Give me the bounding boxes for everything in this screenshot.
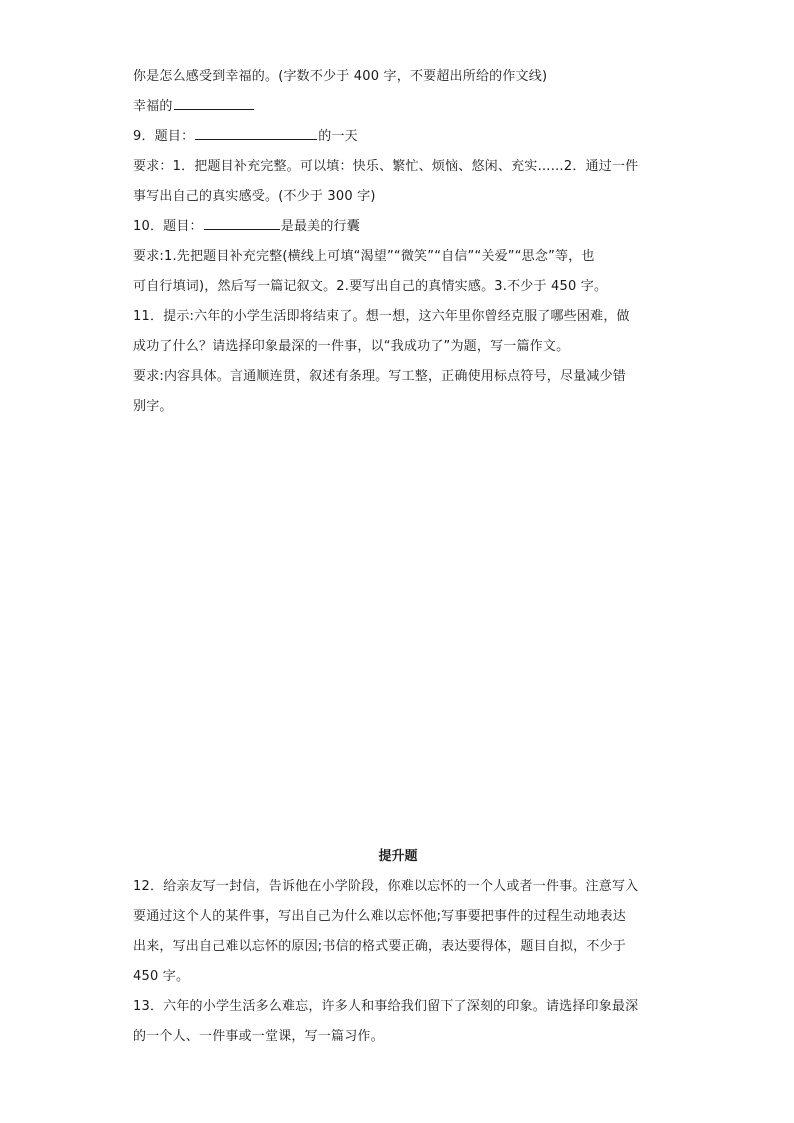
- q11-requirement-line1: 要求:内容具体。言通顺连贯，叙述有条理。写工整，正确使用标点符号，尽量减少错: [133, 369, 626, 384]
- q9-requirement-line1: 要求：1．把题目补充完整。可以填：快乐、繁忙、烦恼、悠闲、充实……2．通过一件: [133, 159, 639, 174]
- q8-title-line: [133, 92, 663, 122]
- q10-title-blank: [204, 213, 280, 230]
- question-list-top: [133, 62, 663, 422]
- q9-suffix: 的一天: [318, 129, 358, 144]
- q8-title-prefix: 幸福的: [133, 99, 173, 114]
- q9-title-blank: [195, 123, 317, 140]
- q10-requirement-line1: 要求:1.先把题目补充完整(横线上可填“渴望”“微笑”“自信”“关爱”“思念”等，也: [133, 249, 595, 264]
- q10-title-line: [133, 212, 663, 242]
- q10-requirement-line2: 可自行填词)，然后写一篇记叙文。2.要写出自己的真情实感。3.不少于 450 字。: [133, 279, 608, 294]
- q9-prefix: 9．题目：: [133, 129, 195, 144]
- q11-prompt-line1: 11．提示:六年的小学生活即将结束了。想一想，这六年里你曾经克服了哪些困难，做: [133, 309, 630, 324]
- advanced-section: [133, 842, 663, 1052]
- q11-requirement-line2: 别字。: [133, 399, 173, 414]
- q10-prefix: 10．题目：: [133, 219, 203, 234]
- q12-line3: 出来，写出自己难以忘怀的原因;书信的格式要正确，表达要得体，题目自拟，不少于: [133, 939, 626, 954]
- q13-line1: 13．六年的小学生活多么难忘，许多人和事给我们留下了深刻的印象。请选择印象最深: [133, 999, 639, 1014]
- q12-line2: 要通过这个人的某件事，写出自己为什么难以忘怀他;写事要把事件的过程生动地表达: [133, 909, 626, 924]
- q9-requirement-line2: 事写出自己的真实感受。(不少于 300 字): [133, 189, 376, 204]
- q10-suffix: 是最美的行囊: [280, 219, 360, 234]
- q12-line1: 12．给亲友写一封信，告诉他在小学阶段，你难以忘怀的一个人或者一件事。注意写入: [133, 879, 639, 894]
- q8-title-blank: [174, 93, 254, 110]
- section-title: 提升题: [378, 849, 418, 864]
- q8-prompt-tail: 你是怎么感受到幸福的。(字数不少于 400 字，不要超出所给的作文线): [133, 69, 548, 84]
- q9-title-line: [133, 122, 663, 152]
- q11-prompt-line2: 成功了什么？请选择印象最深的一件事，以“我成功了”为题，写一篇作文。: [133, 339, 570, 354]
- q12-line4: 450 字。: [133, 969, 190, 984]
- q13-line2: 的一个人、一件事或一堂课，写一篇习作。: [133, 1029, 384, 1044]
